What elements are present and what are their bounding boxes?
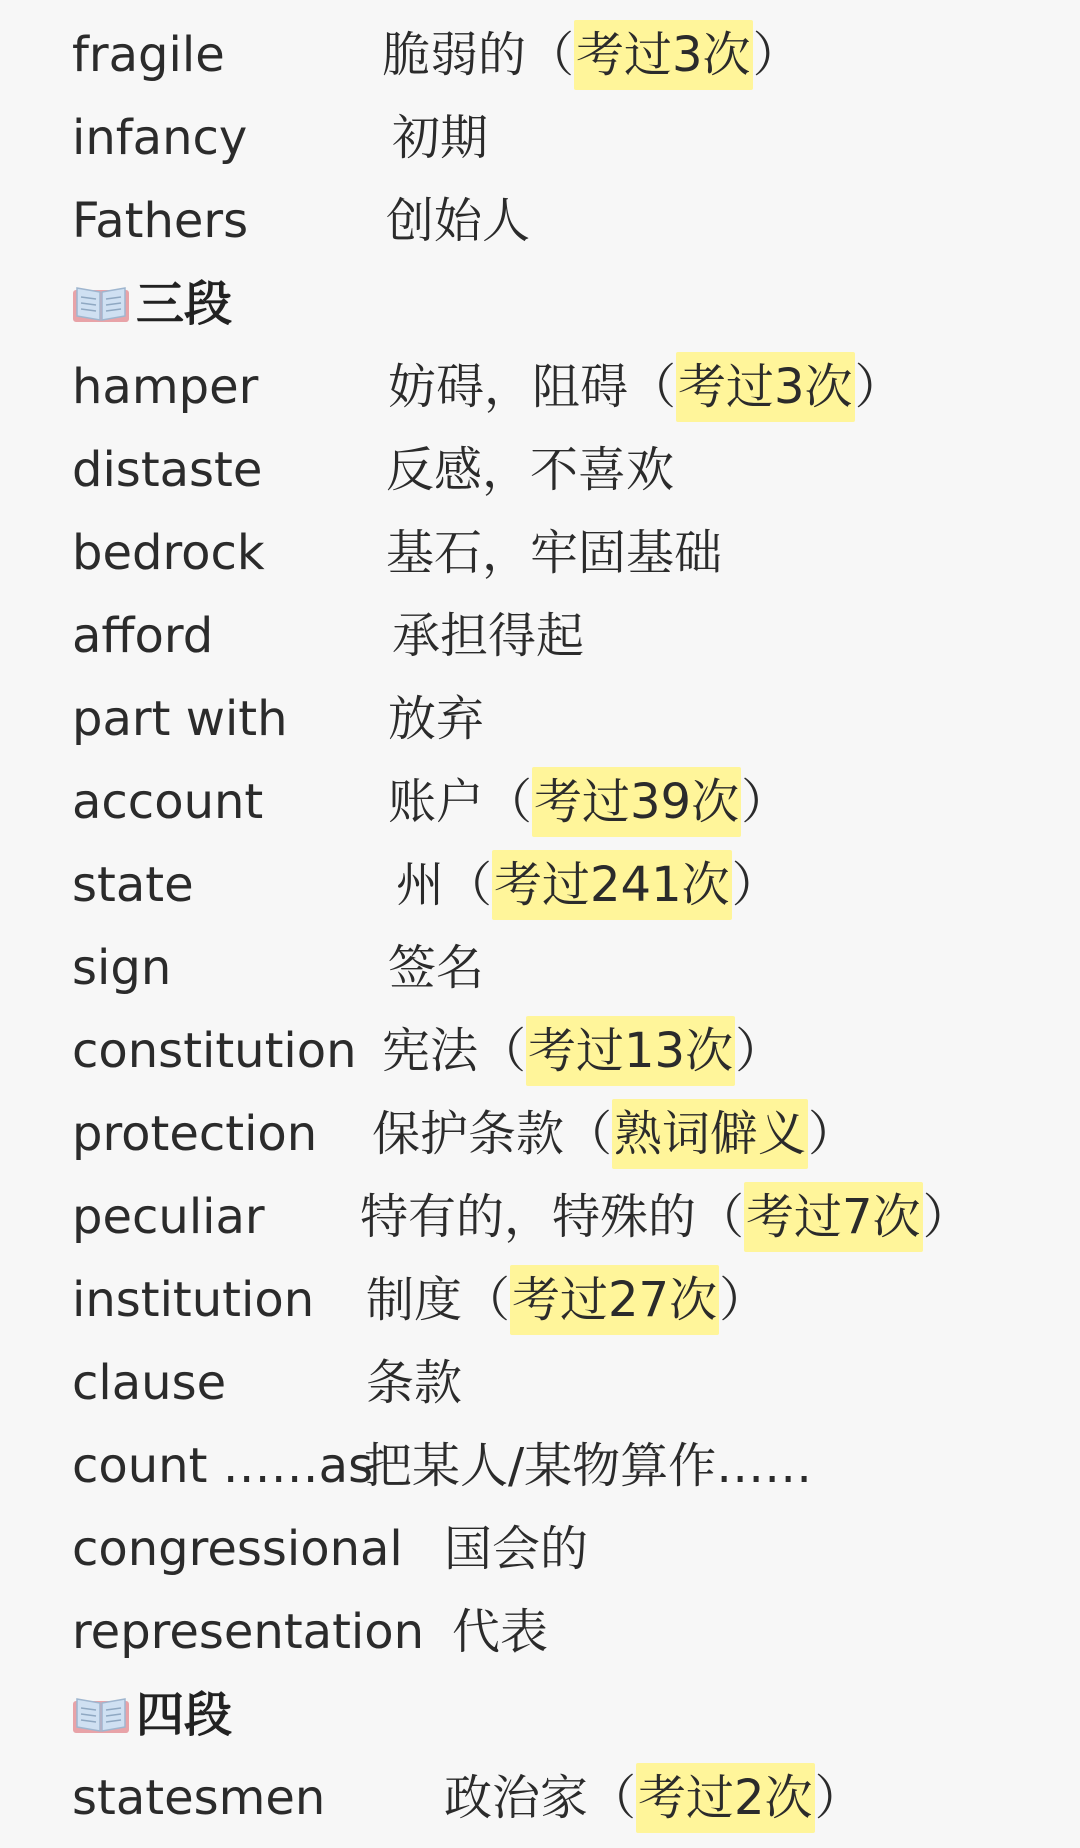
vocab-row-clause <box>72 1348 463 1418</box>
english-word: sign <box>72 940 172 996</box>
english-word: congressional <box>72 1521 403 1577</box>
highlight-mark: 考过7次 <box>744 1182 923 1252</box>
vocab-row-fathers <box>72 186 531 256</box>
english-word: state <box>72 857 194 913</box>
highlight-mark: 熟词僻义 <box>612 1099 808 1169</box>
vocab-row-bedrock <box>72 518 723 588</box>
section-heading-four <box>72 1680 232 1750</box>
vocab-row-hamper <box>72 352 903 422</box>
vocab-row-statesmen <box>72 1763 863 1833</box>
english-word: protection <box>72 1106 318 1162</box>
chinese-meaning: 条款 <box>366 1355 463 1411</box>
english-word: part with <box>72 691 288 747</box>
chinese-meaning: 承担得起 <box>392 608 585 664</box>
chinese-meaning: 特有的，特殊的（ 考过7次 ） <box>360 1182 971 1252</box>
chinese-meaning: 反感，不喜欢 <box>386 442 675 498</box>
highlight-mark: 考过3次 <box>574 20 753 90</box>
highlight-mark: 考过13次 <box>526 1016 735 1086</box>
chinese-meaning: 制度（ 考过27次 ） <box>366 1265 767 1335</box>
vocab-row-afford <box>72 601 585 671</box>
highlight-mark: 考过3次 <box>676 352 855 422</box>
english-word: distaste <box>72 442 263 498</box>
chinese-meaning: 州（ 考过241次 ） <box>396 850 780 920</box>
english-word: afford <box>72 608 214 664</box>
open-book-icon <box>72 284 130 324</box>
chinese-meaning: 保护条款（ 熟词僻义 ） <box>372 1099 856 1169</box>
section-title: 四段 <box>136 1687 233 1743</box>
english-word: count ……as <box>72 1438 374 1494</box>
highlight-mark: 考过2次 <box>636 1763 815 1833</box>
english-word: Fathers <box>72 193 249 249</box>
english-word: account <box>72 774 264 830</box>
highlight-mark: 考过241次 <box>492 850 732 920</box>
vocab-row-constitution <box>72 1016 784 1086</box>
vocab-row-peculiar <box>72 1182 971 1252</box>
english-word: bedrock <box>72 525 265 581</box>
chinese-meaning: 宪法（ 考过13次 ） <box>382 1016 783 1086</box>
section-title: 三段 <box>136 276 233 332</box>
vocab-row-protection <box>72 1099 857 1169</box>
chinese-meaning: 妨碍，阻碍（ 考过3次 ） <box>388 352 903 422</box>
english-word: representation <box>72 1604 425 1660</box>
chinese-meaning: 放弃 <box>388 691 485 747</box>
vocab-row-representation <box>72 1597 549 1667</box>
english-word: fragile <box>72 27 225 83</box>
vocab-row-account <box>72 767 790 837</box>
chinese-meaning: 基石，牢固基础 <box>386 525 723 581</box>
chinese-meaning: 初期 <box>392 110 489 166</box>
vocab-row-state <box>72 850 780 920</box>
vocab-row-count-as <box>72 1431 813 1501</box>
vocab-row-infancy <box>72 103 489 173</box>
vocab-row-distaste <box>72 435 675 505</box>
english-word: institution <box>72 1272 315 1328</box>
vocab-row-sign <box>72 933 485 1003</box>
section-heading-three <box>72 269 232 339</box>
vocab-row-fragile <box>72 20 801 90</box>
chinese-meaning: 创始人 <box>386 193 531 249</box>
chinese-meaning: 签名 <box>388 940 485 996</box>
vocab-row-part-with <box>72 684 485 754</box>
chinese-meaning: 账户（ 考过39次 ） <box>388 767 789 837</box>
vocab-row-institution <box>72 1265 768 1335</box>
chinese-meaning: 国会的 <box>444 1521 589 1577</box>
highlight-mark: 考过39次 <box>532 767 741 837</box>
english-word: infancy <box>72 110 248 166</box>
chinese-meaning: 政治家（ 考过2次 ） <box>444 1763 863 1833</box>
chinese-meaning: 代表 <box>452 1604 549 1660</box>
english-word: hamper <box>72 359 259 415</box>
highlight-mark: 考过27次 <box>510 1265 719 1335</box>
english-word: clause <box>72 1355 227 1411</box>
open-book-icon <box>72 1695 130 1735</box>
chinese-meaning: 脆弱的（ 考过3次 ） <box>382 20 801 90</box>
english-word: constitution <box>72 1023 357 1079</box>
english-word: peculiar <box>72 1189 265 1245</box>
vocab-row-congressional <box>72 1514 589 1584</box>
english-word: statesmen <box>72 1770 326 1826</box>
chinese-meaning: 把某人/某物算作…… <box>364 1438 813 1494</box>
